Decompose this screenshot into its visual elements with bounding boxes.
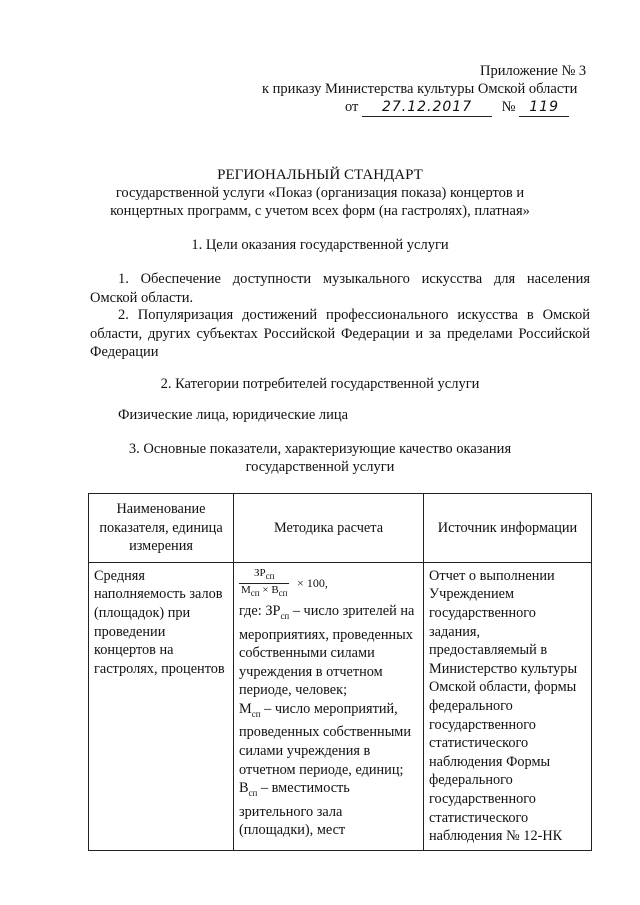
section3-heading-1: 3. Основные показатели, характеризующие качество оказания bbox=[128, 441, 512, 457]
appendix-title: Приложение № 3 bbox=[480, 63, 587, 79]
header-method: Методика расчета bbox=[234, 494, 424, 563]
formula-den-op: × bbox=[262, 583, 269, 596]
def-m-text: – число мероприятий, проведенных собственными силами учреждения в отчетном периоде, единиц; bbox=[239, 700, 412, 778]
document-subtitle-1: государственной услуги «Показ (организация показа) концертов и bbox=[115, 185, 525, 201]
table-row bbox=[89, 562, 592, 850]
section3-heading-2: государственной услуги bbox=[245, 459, 395, 475]
def-m-sub: сп bbox=[251, 708, 261, 719]
document-subtitle-2: концертных программ, с учетом всех форм (на гастролях), платная» bbox=[110, 203, 530, 219]
formula-fraction bbox=[239, 567, 289, 600]
number-label: № bbox=[501, 99, 516, 115]
source-cell: Отчет о выполнении Учреждением государственного задания, предоставляемый в Министерство культуры Омской области, формы федерального государственного статистического наблюдения Формы федерального государственного статистического наблюдения № 12-НК bbox=[424, 562, 592, 850]
def-m-prefix: М bbox=[239, 700, 252, 717]
formula-tail: × 100, bbox=[297, 575, 328, 590]
appendix-date-row bbox=[345, 99, 569, 117]
header-source: Источник информации bbox=[424, 494, 592, 563]
def-v-text: – вместимость зрительного зала (площадки), мест bbox=[239, 780, 350, 839]
section2-heading: 2. Категории потребителей государственной услуги bbox=[160, 376, 480, 392]
appendix-order: к приказу Министерства культуры Омской области bbox=[262, 81, 578, 97]
from-label: от bbox=[345, 99, 359, 115]
handwritten-number: 119 bbox=[519, 99, 569, 117]
formula-den-a: М bbox=[241, 583, 251, 596]
definition-m bbox=[239, 700, 418, 779]
formula-den-a-sub: сп bbox=[250, 588, 260, 599]
formula-den-b: В bbox=[271, 583, 279, 596]
definition-zr bbox=[239, 602, 418, 700]
formula-numerator: ЗР bbox=[254, 566, 266, 579]
document-title: РЕГИОНАЛЬНЫЙ СТАНДАРТ bbox=[217, 167, 423, 183]
handwritten-date: 27.12.2017 bbox=[362, 99, 492, 117]
header-indicator: Наименование показателя, единица измерения bbox=[89, 494, 234, 563]
formula-numerator-sub: сп bbox=[265, 570, 275, 581]
section1-heading: 1. Цели оказания государственной услуги bbox=[191, 237, 449, 253]
method-cell bbox=[234, 562, 424, 850]
def-zr-prefix: где: ЗР bbox=[239, 603, 281, 620]
def-zr-sub: сп bbox=[280, 611, 290, 622]
indicator-cell: Средняя наполняемость залов (площадок) при проведении концертов на гастролях, процентов bbox=[89, 562, 234, 850]
section1-item2: 2. Популяризация достижений профессионального искусства в Омской области, других субъектах Российской Федерации и за пределами Российской Федерации bbox=[90, 307, 590, 360]
definition-v bbox=[239, 779, 418, 840]
formula bbox=[239, 567, 418, 600]
table-header-row bbox=[89, 494, 592, 563]
def-zr-text: – число зрителей на мероприятиях, проведенных собственными силами учреждения в отчетном периоде, человек; bbox=[239, 603, 415, 699]
section1-item1: 1. Обеспечение доступности музыкального искусства для населения Омской области. bbox=[90, 271, 590, 306]
section2-text: Физические лица, юридические лица bbox=[118, 407, 349, 423]
def-v-prefix: В bbox=[239, 780, 249, 797]
def-v-sub: сп bbox=[248, 788, 258, 799]
formula-den-b-sub: сп bbox=[278, 588, 288, 599]
indicators-table bbox=[88, 493, 592, 851]
